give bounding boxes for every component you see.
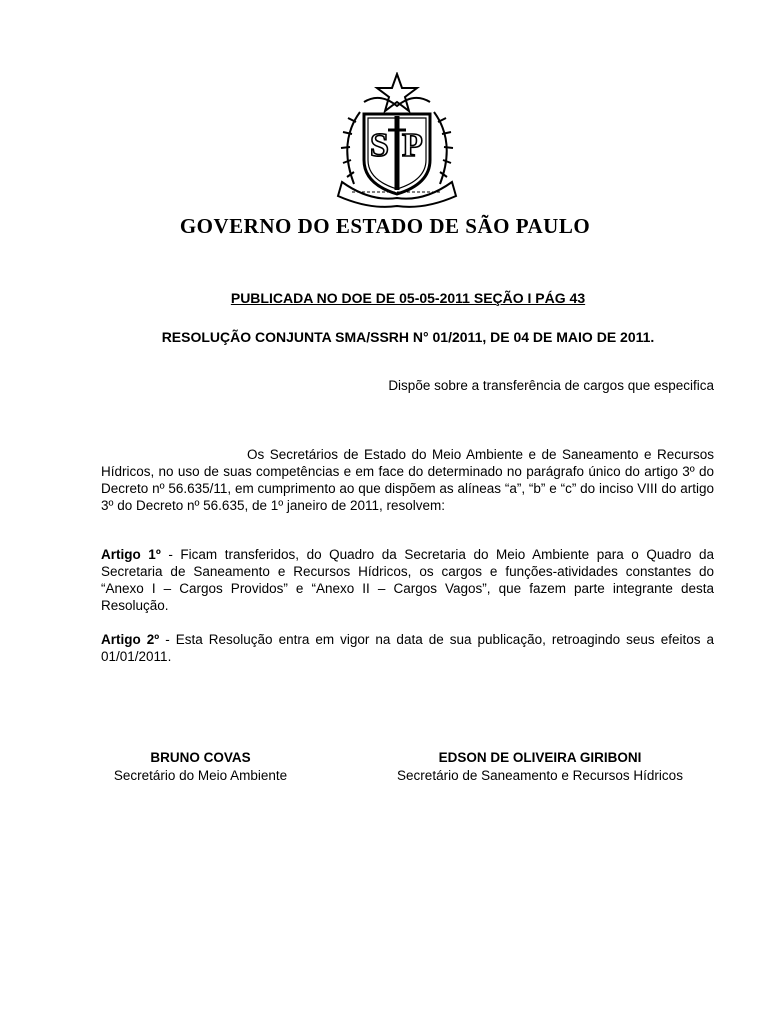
article-1-label: Artigo 1º: [101, 547, 161, 562]
resolution-title: RESOLUÇÃO CONJUNTA SMA/SSRH N° 01/2011, DE 04 DE MAIO DE 2011.: [161, 329, 655, 345]
publication-line: PUBLICADA NO DOE DE 05-05-2011 SEÇÃO I PÁG 43: [230, 290, 586, 306]
government-title: GOVERNO DO ESTADO DE SÃO PAULO: [179, 214, 591, 238]
signatory-name: EDSON DE OLIVEIRA GIRIBONI: [438, 750, 642, 765]
ementa-summary: Dispõe sobre a transferência de cargos que especifica: [388, 378, 714, 393]
sao-paulo-coat-of-arms-icon: [330, 72, 464, 208]
signatory-name: BRUNO COVAS: [150, 750, 251, 765]
article-2-label: Artigo 2º: [101, 632, 160, 647]
signatory-role: Secretário de Saneamento e Recursos Hídricos: [397, 768, 683, 783]
article-1-paragraph: [101, 546, 714, 614]
signature-block-right: [376, 749, 704, 785]
article-2-text: - Esta Resolução entra em vigor na data de sua publicação, retroagindo seus efeitos a 01/01/2011.: [101, 632, 714, 664]
article-2-paragraph: [101, 631, 714, 665]
svg-text:S: S: [370, 127, 389, 164]
article-1-text: - Ficam transferidos, do Quadro da Secretaria do Meio Ambiente para o Quadro da Secretaria de Saneamento e Recursos Hídricos, os cargos e funções-atividades constantes do “Anexo I – Cargos Providos” e “Anexo II – Cargos Vagos”, que fazem parte integrante desta Resolução.: [101, 547, 715, 613]
signature-block-left: [101, 749, 300, 785]
intro-paragraph: Os Secretários de Estado do Meio Ambiente e de Saneamento e Recursos Hídricos, no uso de suas competências e em face do determinado no parágrafo único do artigo 3º do Decreto nº 56.635/11, em cumprimento ao que dispõem as alíneas “a”, “b” e “c” do inciso VIII do artigo 3º do Decreto nº 56.635, de 1º janeiro de 2011, resolvem:: [101, 447, 714, 513]
signatory-role: Secretário do Meio Ambiente: [113, 768, 288, 783]
svg-text:P: P: [402, 127, 423, 164]
